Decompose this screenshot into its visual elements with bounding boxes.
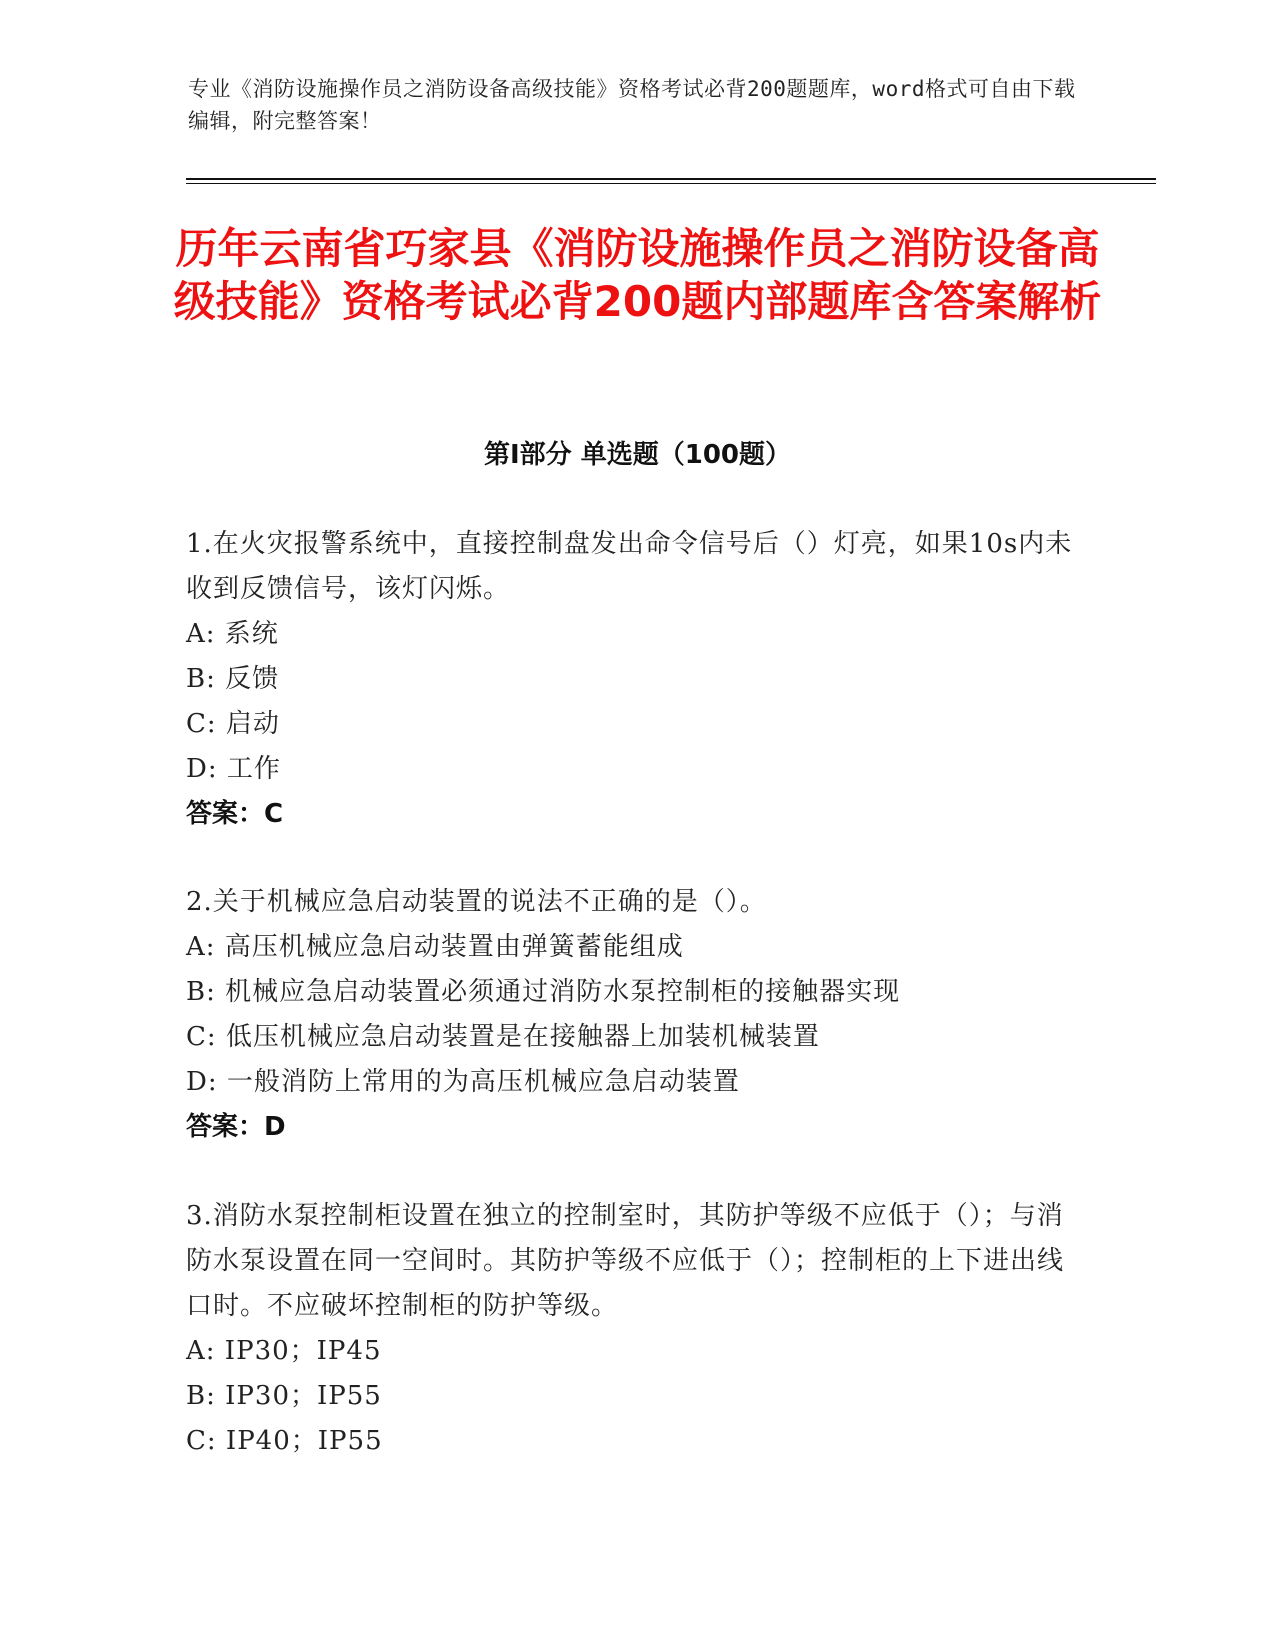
option-b: B: 机械应急启动装置必须通过消防水泵控制柜的接触器实现 bbox=[186, 977, 901, 1007]
answer: 答案：D bbox=[186, 1112, 286, 1142]
option-c: C: 低压机械应急启动装置是在接触器上加装机械装置 bbox=[186, 1022, 820, 1052]
header-divider-thick bbox=[186, 178, 1156, 180]
question-text: 3.消防水泵控制柜设置在独立的控制室时，其防护等级不应低于（）；与消防水泵设置在同一空间时。其防护等级不应低于（）；控制柜的上下进出线口时。不应破坏控制柜的防护等级。 bbox=[186, 1201, 1065, 1321]
question-2 bbox=[186, 880, 1086, 1150]
section-title: 第Ⅰ部分 单选题（100题） bbox=[484, 440, 791, 470]
answer: 答案：C bbox=[186, 799, 284, 829]
option-b: B: 反馈 bbox=[186, 664, 280, 694]
option-b: B: IP30；IP55 bbox=[186, 1381, 382, 1411]
question-text: 2.关于机械应急启动装置的说法不正确的是（）。 bbox=[186, 887, 767, 917]
question-3 bbox=[186, 1194, 1086, 1464]
header-note: 专业《消防设施操作员之消防设备高级技能》资格考试必背200题题库，word格式可自由下载编辑，附完整答案！ bbox=[188, 77, 1076, 133]
option-a: A: 高压机械应急启动装置由弹簧蓄能组成 bbox=[186, 932, 684, 962]
option-d: D: 工作 bbox=[186, 754, 281, 784]
option-c: C: IP40；IP55 bbox=[186, 1426, 383, 1456]
document-title: 历年云南省巧家县《消防设施操作员之消防设备高级技能》资格考试必背200题内部题库含答案解析 bbox=[173, 224, 1102, 326]
option-d: D: 一般消防上常用的为高压机械应急启动装置 bbox=[186, 1067, 740, 1097]
option-a: A: IP30；IP45 bbox=[186, 1336, 382, 1366]
header-divider-thin bbox=[186, 183, 1156, 184]
option-c: C: 启动 bbox=[186, 709, 280, 739]
option-a: A: 系统 bbox=[186, 619, 279, 649]
question-1 bbox=[186, 522, 1086, 837]
question-text: 1.在火灾报警系统中，直接控制盘发出命令信号后（）灯亮，如果10s内未收到反馈信号，该灯闪烁。 bbox=[186, 529, 1073, 604]
